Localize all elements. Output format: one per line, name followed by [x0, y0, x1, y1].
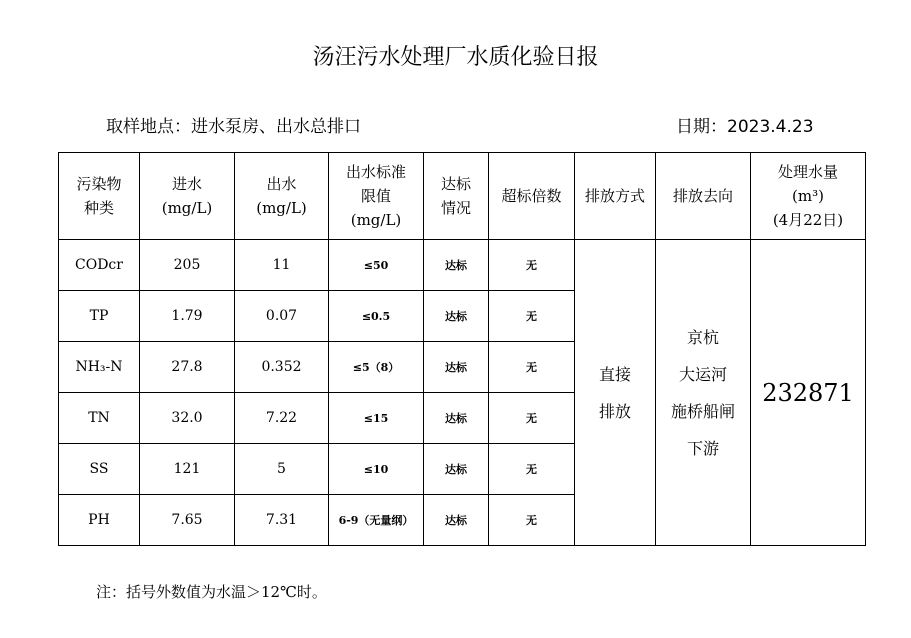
report-date: 日期：2023.4.23	[676, 117, 814, 137]
outflow-value: 5	[235, 444, 329, 495]
outflow-value: 7.31	[235, 495, 329, 546]
sample-location: 取样地点：进水泵房、出水总排口	[106, 117, 361, 137]
outflow-value: 0.352	[235, 342, 329, 393]
standard-limit: ≤10	[329, 444, 424, 495]
header-row	[59, 153, 866, 240]
header-discharge-method: 排放方式	[575, 153, 656, 240]
pollutant-name: SS	[59, 444, 140, 495]
exceed-times: 无	[489, 495, 575, 546]
header-outflow: 出水 (mg/L)	[235, 153, 329, 240]
standard-limit: ≤0.5	[329, 291, 424, 342]
pollutant-name: TP	[59, 291, 140, 342]
standard-limit: ≤5（8）	[329, 342, 424, 393]
exceed-times: 无	[489, 240, 575, 291]
outflow-value: 7.22	[235, 393, 329, 444]
compliance-status: 达标	[424, 444, 489, 495]
inflow-value: 205	[140, 240, 235, 291]
header-discharge-dest: 排放去向	[656, 153, 751, 240]
header-volume: 处理水量 (m³) (4月22日)	[751, 153, 866, 240]
discharge-method-cell: 直接 排放	[575, 240, 656, 546]
outflow-value: 11	[235, 240, 329, 291]
outflow-value: 0.07	[235, 291, 329, 342]
header-pollutant: 污染物 种类	[59, 153, 140, 240]
treated-volume: 232871	[751, 240, 866, 546]
exceed-times: 无	[489, 291, 575, 342]
inflow-value: 27.8	[140, 342, 235, 393]
inflow-value: 1.79	[140, 291, 235, 342]
pollutant-name: PH	[59, 495, 140, 546]
inflow-value: 7.65	[140, 495, 235, 546]
inflow-value: 121	[140, 444, 235, 495]
standard-limit: 6-9（无量纲）	[329, 495, 424, 546]
compliance-status: 达标	[424, 393, 489, 444]
standard-limit: ≤15	[329, 393, 424, 444]
header-compliance: 达标 情况	[424, 153, 489, 240]
table-row	[59, 240, 866, 291]
report-title: 汤汪污水处理厂水质化验日报	[312, 45, 599, 70]
exceed-times: 无	[489, 444, 575, 495]
pollutant-name: TN	[59, 393, 140, 444]
header-inflow: 进水 (mg/L)	[140, 153, 235, 240]
water-quality-table	[58, 152, 866, 546]
standard-limit: ≤50	[329, 240, 424, 291]
footnote: 注：括号外数值为水温＞12℃时。	[96, 583, 327, 601]
exceed-times: 无	[489, 342, 575, 393]
compliance-status: 达标	[424, 495, 489, 546]
compliance-status: 达标	[424, 291, 489, 342]
compliance-status: 达标	[424, 342, 489, 393]
header-exceed: 超标倍数	[489, 153, 575, 240]
exceed-times: 无	[489, 393, 575, 444]
discharge-dest-cell: 京杭 大运河 施桥船闸 下游	[656, 240, 751, 546]
inflow-value: 32.0	[140, 393, 235, 444]
pollutant-name: NH₃-N	[59, 342, 140, 393]
pollutant-name: CODcr	[59, 240, 140, 291]
header-standard: 出水标准 限值 (mg/L)	[329, 153, 424, 240]
compliance-status: 达标	[424, 240, 489, 291]
